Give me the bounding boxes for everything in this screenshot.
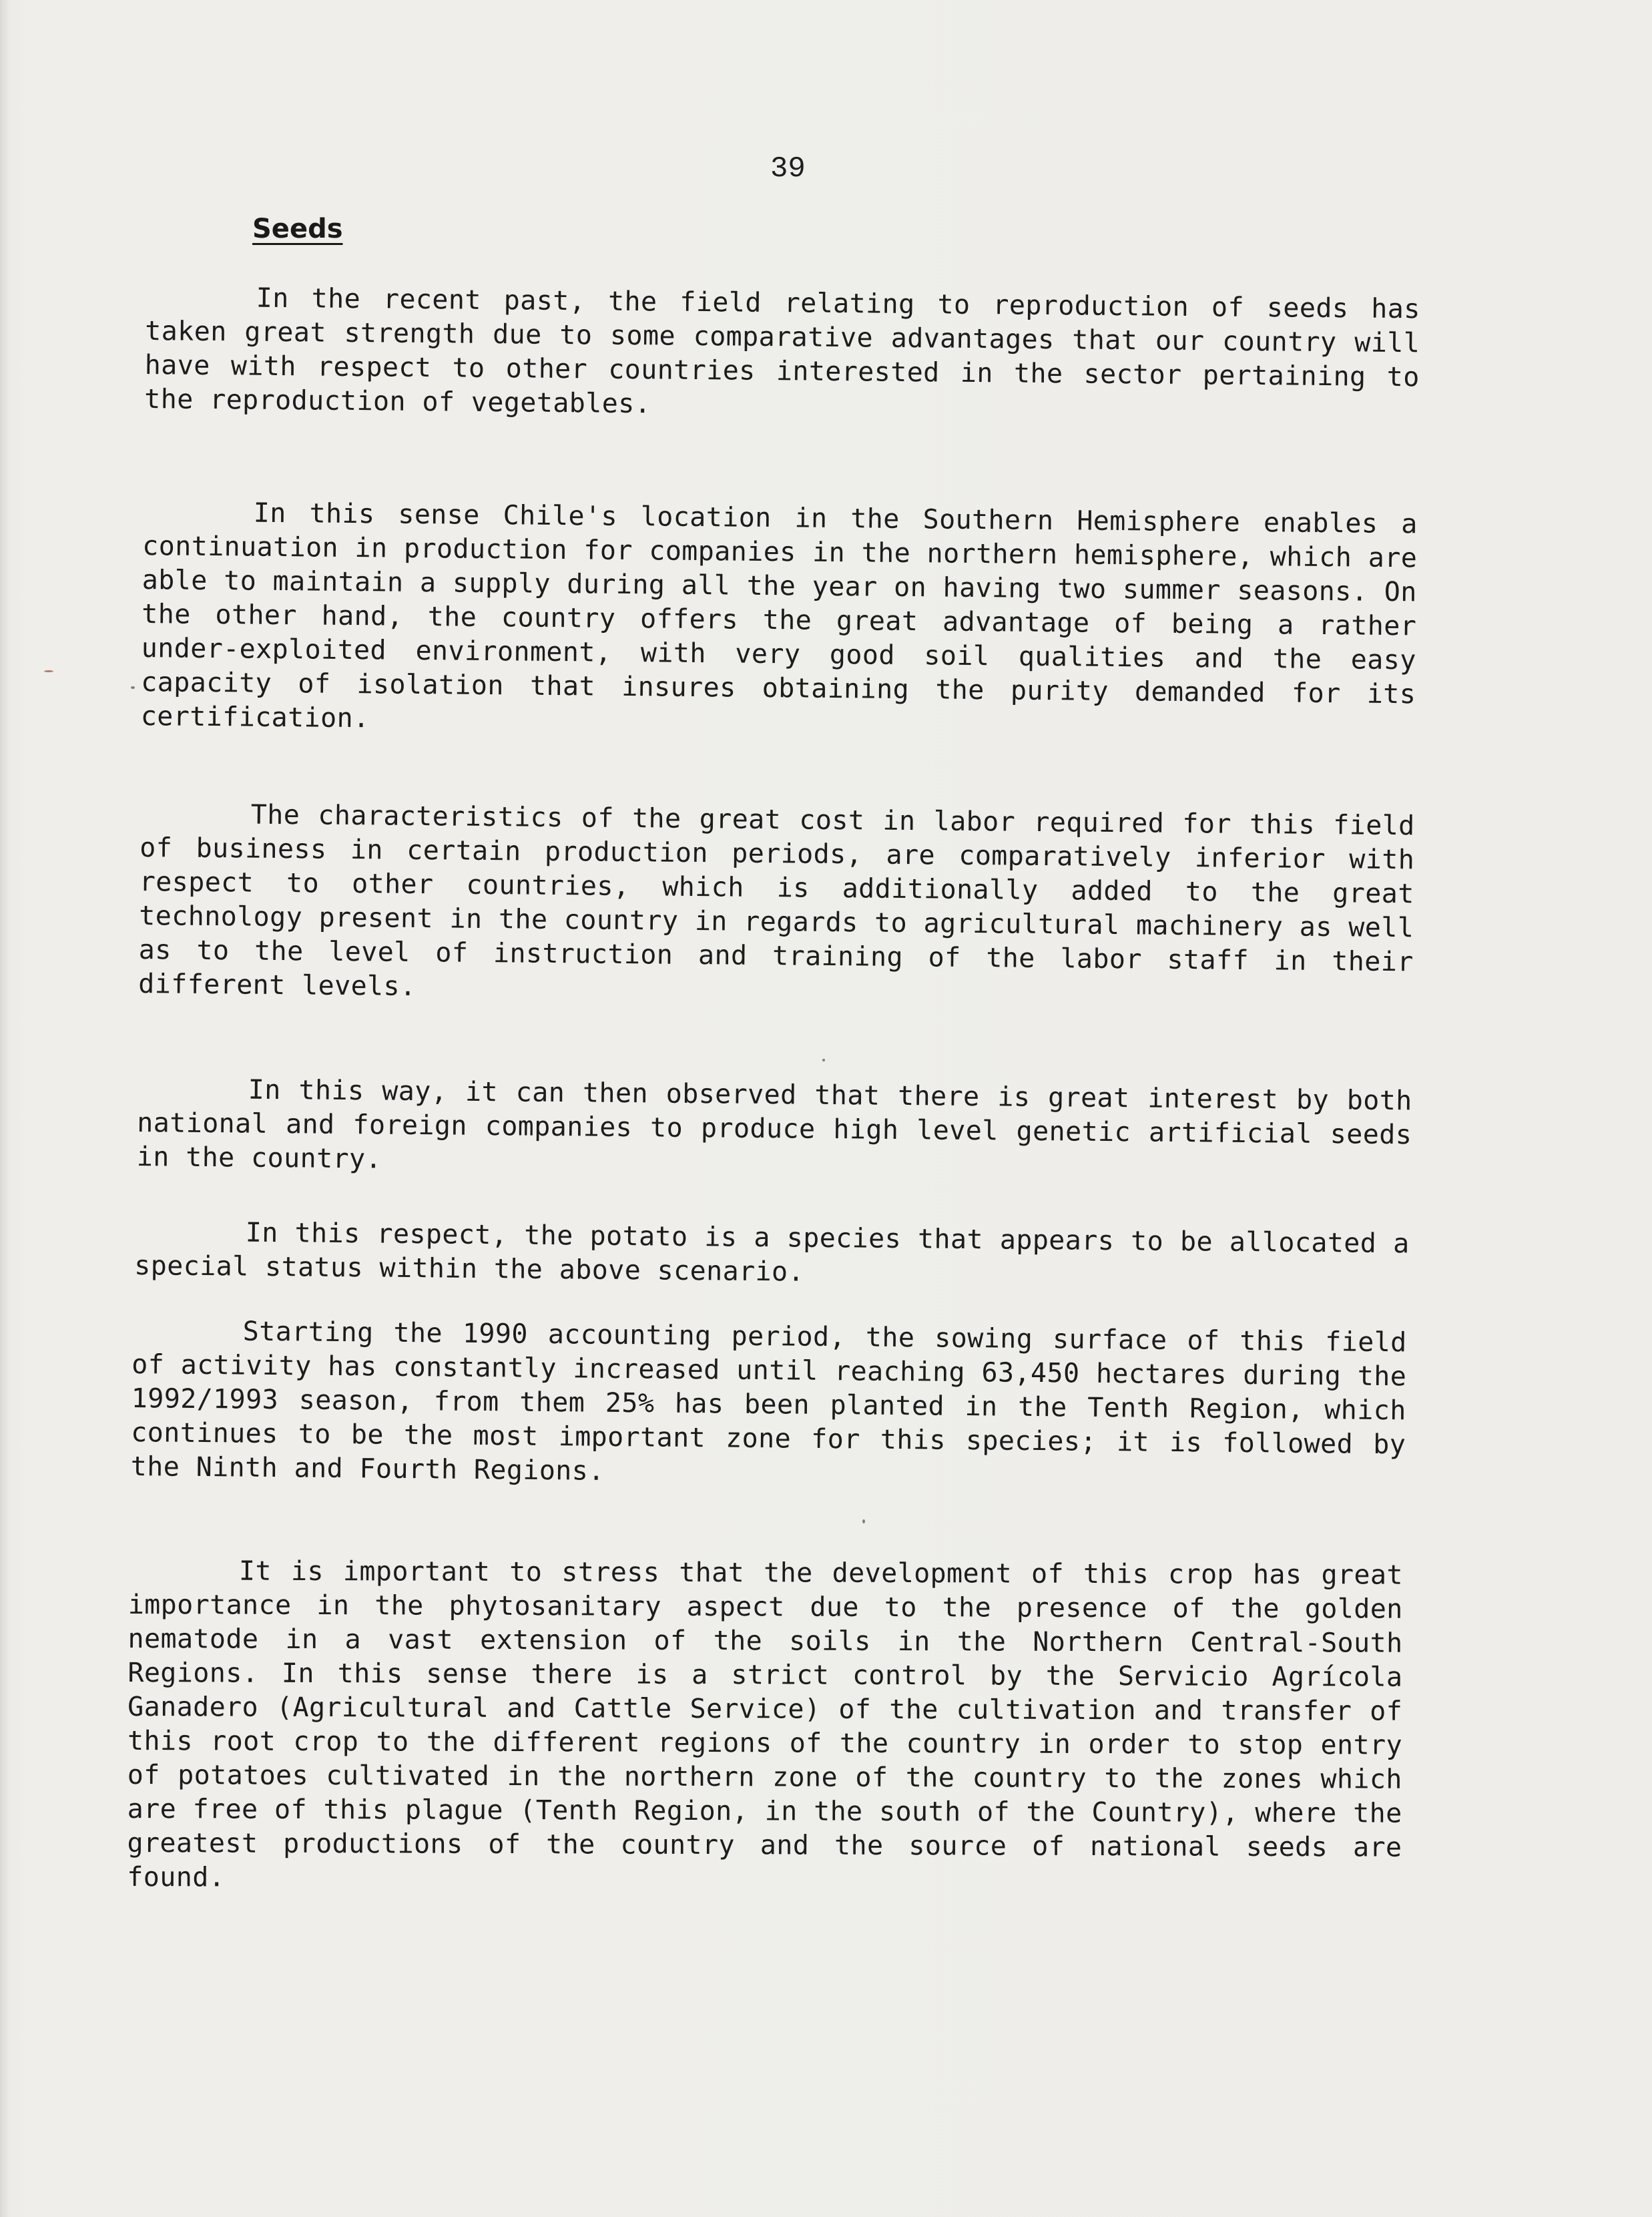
paragraph-potato-status: In this respect, the potato is a species that appears to be allocated a special status within the above scenario. bbox=[134, 1217, 1410, 1288]
section-heading: Seeds bbox=[252, 214, 343, 244]
page-number: 39 bbox=[770, 152, 806, 186]
paragraph-labor-cost: The characteristics of the great cost in labor required for this field of business in certain production periods, are comparatively inferior with respect to other countries, which is additionally added to the great technology present in the country in regards to agricultural machinery as well as to the level of instruction and training of the labor staff in their different levels. bbox=[138, 799, 1415, 1002]
paragraph-interest: In this way, it can then observed that there is great interest by both national and foreign companies to produce high level genetic artificial seeds in the country. bbox=[136, 1074, 1412, 1175]
paragraph-sowing-surface: Starting the 1990 accounting period, the sowing surface of this field of activity has constantly increased until reaching 63,450 hectares during the 1992/1993 season, from them 25% has been planted in the Tenth Region, which continues to be the most important zone for this species; it is followed by the Ninth and Fourth Regions. bbox=[130, 1316, 1407, 1487]
paragraph-chile-location: In this sense Chile's location in the Southern Hemisphere enables a continuation in production for companies in the northern hemisphere, which are able to maintain a supply during all the year on having two summer seasons. On the other hand, the country offers the great advantage of being a rather under-exploited environment, with very good soil qualities and the easy capacity of isolation that insures obtaining the purity demanded for its certification. bbox=[140, 497, 1418, 734]
paragraph-seeds-intro: In the recent past, the field relating to reproduction of seeds has taken great strength due to some comparative advantages that our country will have with respect to other countries interested in the sector pertaining to the reproduction of vegetables. bbox=[144, 282, 1420, 420]
paragraph-phytosanitary: It is important to stress that the development of this crop has great importance in the phytosanitary aspect due to the presence of the golden nematode in a vast extension of the soils in the Northern Central-South Regions. In this sense there is a strict control by the Servicio Agrícola Ganadero (Agricultural and Cattle Service) of the cultivation and transfer of this root crop to the different regions of the country in order to stop entry of potatoes cultivated in the northern zone of the country to the zones which are free of this plague (Tenth Region, in the south of the Country), where the greatest productions of the country and the source of national seeds are found. bbox=[127, 1555, 1403, 1893]
